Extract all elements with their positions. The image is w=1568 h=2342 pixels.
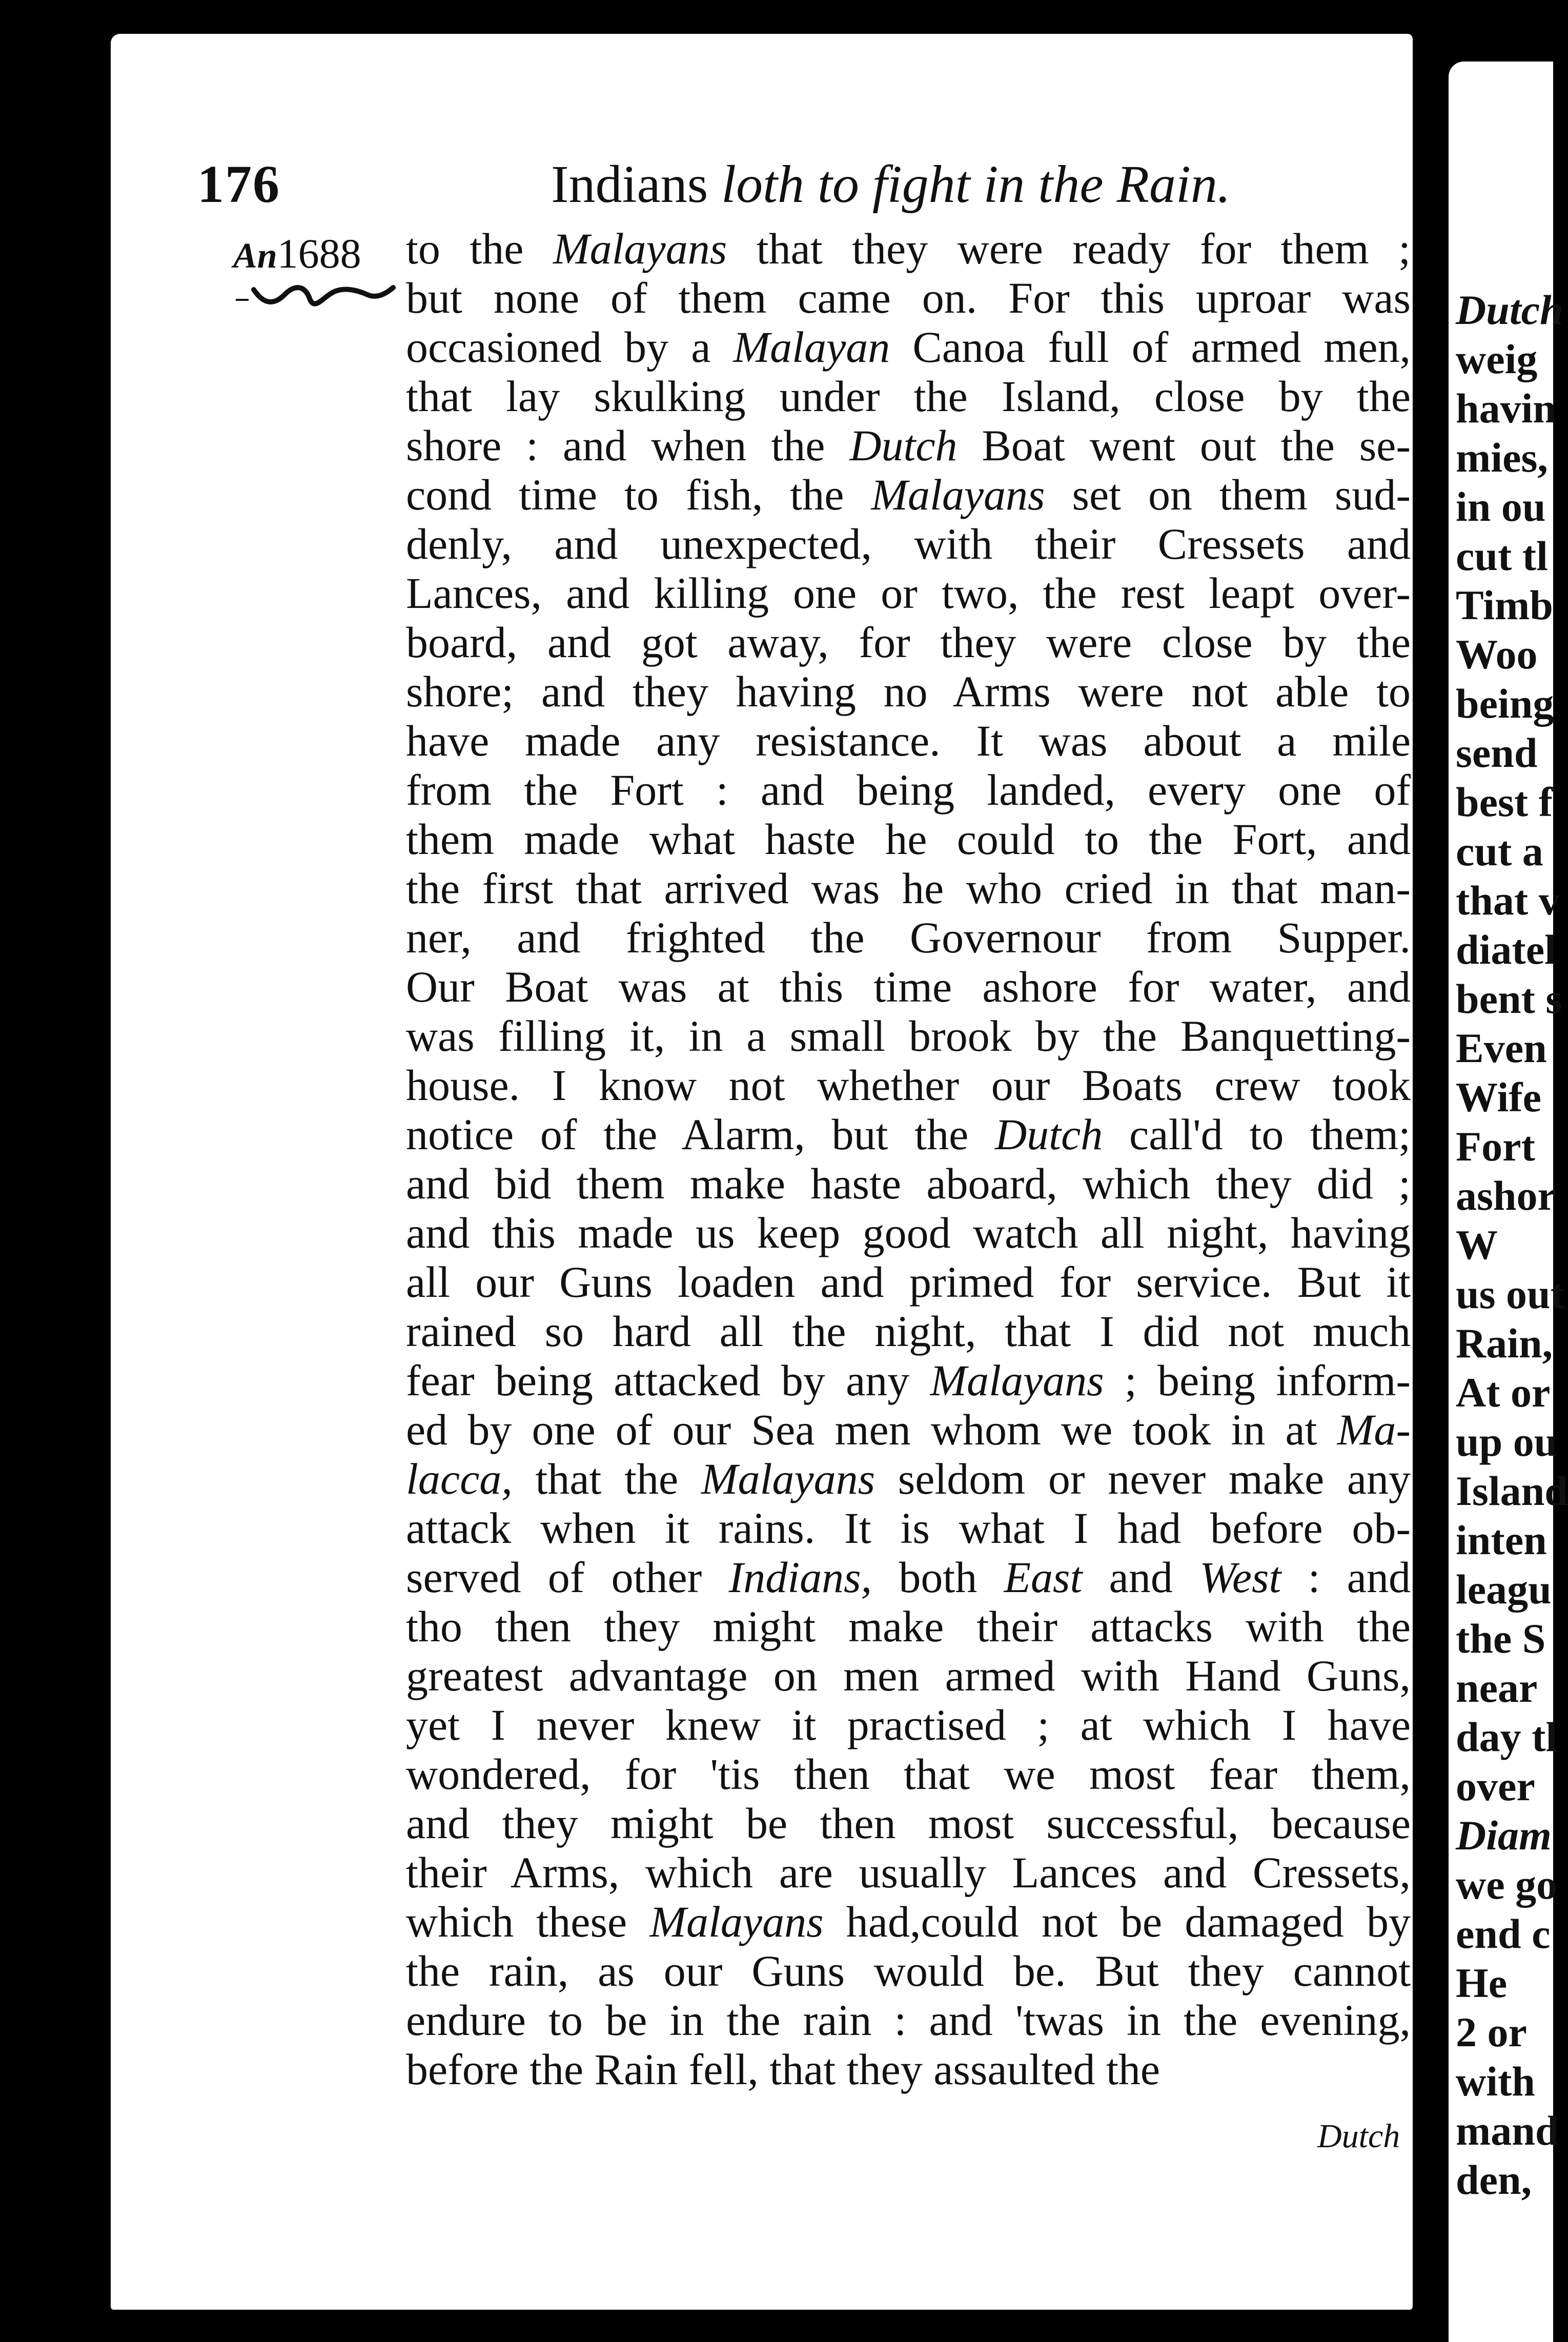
text-line-segment: attack when it rains. It is what I had before ob- [406, 1503, 1411, 1553]
text-line [406, 1749, 1411, 1799]
text-line [406, 1897, 1411, 1946]
adjacent-text-fragment-segment: Woo [1456, 631, 1538, 678]
flourish-ornament [233, 279, 397, 315]
text-line-segment: fear being attacked by any [406, 1356, 930, 1405]
adjacent-text-fragment [1456, 630, 1553, 679]
text-line-segment: served of other [406, 1553, 729, 1602]
adjacent-text-fragment-segment: cut a [1456, 828, 1543, 874]
text-line-segment: notice of the Alarm, but the [406, 1110, 995, 1159]
text-line [406, 1159, 1411, 1208]
adjacent-text-fragment-segment: W [1456, 1221, 1498, 1268]
text-line [406, 765, 1411, 814]
adjacent-text-fragment-segment: den, [1456, 2156, 1532, 2203]
text-line [406, 1651, 1411, 1700]
adjacent-text-fragment-segment: Timb [1456, 582, 1553, 628]
text-line [406, 1553, 1411, 1602]
text-line [406, 1061, 1411, 1110]
running-head-title-italic: loth to fight in the Rain. [721, 155, 1231, 214]
text-line [406, 1799, 1411, 1848]
adjacent-text-fragment-segment: havin [1456, 385, 1556, 432]
text-line-segment: Dutch [995, 1110, 1103, 1159]
adjacent-text-fragment-segment: end c [1456, 1910, 1551, 1957]
adjacent-text-fragment [1456, 974, 1562, 1024]
adjacent-text-fragment [1456, 1516, 1553, 1565]
adjacent-text-fragment-segment: ashor [1456, 1172, 1556, 1219]
adjacent-text-fragment-segment: the S [1456, 1615, 1546, 1662]
text-line-segment: that lay skulking under the Island, close by the [406, 372, 1411, 421]
adjacent-text-fragment [1456, 286, 1563, 335]
adjacent-text-fragment [1456, 433, 1553, 482]
text-line [406, 864, 1411, 913]
adjacent-text-fragment-segment: send [1456, 729, 1538, 776]
adjacent-text-fragment-segment: mies, [1456, 434, 1548, 481]
adjacent-text-fragment [1456, 1171, 1556, 1220]
adjacent-text-fragment-segment: Dutch [1456, 287, 1563, 333]
adjacent-text-fragment [1456, 384, 1556, 433]
text-line [406, 1011, 1411, 1061]
adjacent-text-fragment-segment: best f [1456, 779, 1553, 825]
text-line-segment: Ma- [1337, 1405, 1411, 1454]
text-line [406, 1848, 1411, 1897]
text-line-segment: Boat went out the se- [957, 421, 1411, 470]
adjacent-text-fragment-segment: that v [1456, 877, 1560, 924]
margin-note-prefix: An [233, 236, 277, 276]
text-line-segment: Malayans [871, 470, 1045, 519]
text-line-segment: Lances, and killing one or two, the rest leapt over- [406, 568, 1411, 618]
adjacent-text-fragment [1456, 1368, 1553, 1417]
text-line-segment: which these [406, 1897, 650, 1946]
text-line [406, 372, 1411, 421]
running-head-title-prefix: Indians [551, 155, 708, 214]
text-line-segment: endure to be in the rain : and 'twas in the evening, [406, 1995, 1411, 2045]
text-line-segment: have made any resistance. It was about a mile [406, 716, 1411, 765]
text-line-segment: Malayans [649, 1897, 824, 1946]
text-line [406, 1405, 1411, 1454]
text-line [406, 1454, 1411, 1503]
adjacent-text-fragment [1456, 679, 1553, 728]
adjacent-text-fragment [1456, 827, 1553, 876]
adjacent-text-fragment-segment: diatel [1456, 926, 1556, 973]
adjacent-text-fragment [1456, 876, 1560, 925]
adjacent-text-fragment-segment: 2 or [1456, 2009, 1527, 2055]
text-line [406, 1946, 1411, 1995]
adjacent-text-fragment [1456, 532, 1553, 581]
text-line-segment: shore; and they having no Arms were not able to [406, 667, 1411, 716]
adjacent-text-fragment [1456, 1073, 1553, 1122]
adjacent-text-fragment [1456, 1959, 1553, 2008]
adjacent-text-fragment [1456, 1762, 1553, 1811]
text-line-segment: ; being inform- [1104, 1356, 1411, 1405]
text-line-segment: denly, and unexpected, with their Cressets and [406, 519, 1411, 568]
adjacent-text-fragment-segment: Even [1456, 1025, 1547, 1071]
adjacent-text-fragment-segment: Fort [1456, 1123, 1535, 1170]
adjacent-text-fragment [1456, 335, 1553, 384]
text-line [406, 1602, 1411, 1651]
adjacent-text-fragment [1456, 1565, 1553, 1614]
text-line [406, 1995, 1411, 2045]
text-line [406, 962, 1411, 1011]
adjacent-text-fragment-segment: Diam [1456, 1812, 1552, 1859]
adjacent-text-fragment-segment: Wife [1456, 1074, 1542, 1121]
adjacent-text-fragment [1456, 1713, 1558, 1762]
adjacent-text-fragment [1456, 778, 1553, 827]
text-line [406, 470, 1411, 519]
text-line-segment: Malayans [701, 1454, 875, 1503]
text-line [406, 1503, 1411, 1553]
adjacent-text-fragment-segment: At or [1456, 1369, 1551, 1416]
body-text [406, 224, 1411, 2094]
adjacent-text-fragment-segment: day tl [1456, 1714, 1558, 1760]
adjacent-text-fragment-segment: Rain, [1456, 1320, 1553, 1367]
text-line-segment: tho then they might make their attacks with the [406, 1602, 1411, 1651]
adjacent-text-fragment-segment: weig [1456, 336, 1538, 382]
text-line-segment: : and [1281, 1553, 1411, 1602]
adjacent-text-fragment [1456, 1417, 1558, 1467]
adjacent-text-fragment [1456, 1909, 1553, 1959]
text-line [406, 913, 1411, 962]
adjacent-text-fragment-segment: in ou [1456, 483, 1546, 530]
text-line-segment: seldom or never make any [875, 1454, 1411, 1503]
text-line [406, 2045, 1411, 2094]
text-line-segment: shore : and when the [406, 421, 850, 470]
text-line [406, 814, 1411, 864]
text-line-segment: before the Rain fell, that they assaulted the [406, 2045, 1160, 2094]
text-line-segment: was filling it, in a small brook by the Banquetting- [406, 1011, 1411, 1061]
text-line [406, 667, 1411, 716]
text-line [406, 1356, 1411, 1405]
text-line-segment: all our Guns loaden and primed for service. But it [406, 1257, 1411, 1307]
text-line-segment: lacca, [406, 1454, 513, 1503]
text-line [406, 322, 1411, 372]
text-line-segment: and [1082, 1553, 1200, 1602]
text-line-segment: Dutch [849, 421, 958, 470]
adjacent-text-fragment [1456, 1860, 1558, 1909]
text-line-segment: greatest advantage on men armed with Hand Guns, [406, 1651, 1411, 1700]
catchword: Dutch [1317, 2117, 1400, 2155]
adjacent-text-fragment [1456, 1614, 1553, 1663]
adjacent-text-fragment-segment: with [1456, 2058, 1535, 2105]
text-line [406, 519, 1411, 568]
text-line [406, 1700, 1411, 1749]
adjacent-text-fragment [1456, 1220, 1553, 1270]
text-line-segment: Malayan [733, 322, 890, 372]
text-line [406, 273, 1411, 322]
text-line [406, 1257, 1411, 1307]
page-gutter [1413, 0, 1449, 2342]
adjacent-text-fragment [1456, 2106, 1559, 2155]
adjacent-text-fragment [1456, 1270, 1564, 1319]
text-line [406, 1208, 1411, 1257]
adjacent-text-fragment [1456, 482, 1553, 532]
adjacent-text-fragment [1456, 1663, 1553, 1713]
text-line-segment: rained so hard all the night, that I did not much [406, 1307, 1411, 1356]
adjacent-text-fragment [1456, 2008, 1553, 2057]
text-line-segment: call'd to them; [1103, 1110, 1411, 1159]
text-line-segment: cond time to fish, the [406, 470, 871, 519]
text-line [406, 568, 1411, 618]
adjacent-text-fragment-segment: up ou [1456, 1418, 1558, 1465]
adjacent-text-fragment [1456, 925, 1556, 974]
text-line-segment: their Arms, which are usually Lances and Cressets, [406, 1848, 1411, 1897]
text-line [406, 618, 1411, 667]
adjacent-text-fragment-segment: inten [1456, 1517, 1547, 1563]
text-line-segment: board, and got away, for they were close by the [406, 618, 1411, 667]
adjacent-text-fragment [1456, 581, 1553, 630]
text-line-segment: ner, and frighted the Governour from Supper. [406, 913, 1411, 962]
text-line-segment: Malayans [553, 224, 727, 273]
adjacent-text-fragment-segment: He [1456, 1960, 1508, 2006]
adjacent-text-fragment-segment: bent s [1456, 975, 1562, 1022]
text-line [406, 1307, 1411, 1356]
text-line-segment: set on them sud- [1045, 470, 1411, 519]
margin-year-note [233, 230, 361, 278]
text-line-segment: East [1004, 1553, 1083, 1602]
adjacent-page-text [1456, 286, 1568, 2205]
adjacent-text-fragment [1456, 728, 1553, 778]
adjacent-text-fragment-segment: Island [1456, 1468, 1568, 1514]
text-line-segment: the rain, as our Guns would be. But they cannot [406, 1946, 1411, 1995]
text-line-segment: that they were ready for them ; [727, 224, 1411, 273]
adjacent-page [1449, 62, 1568, 2342]
text-line-segment: house. I know not whether our Boats crew took [406, 1061, 1411, 1110]
adjacent-text-fragment [1456, 1024, 1553, 1073]
text-line-segment: but none of them came on. For this uproar was [406, 273, 1411, 322]
adjacent-text-fragment-segment: we go [1456, 1861, 1558, 1908]
adjacent-text-fragment-segment: cut tl [1456, 533, 1548, 579]
running-head [197, 154, 1412, 226]
text-line-segment: and bid them make haste aboard, which they did ; [406, 1159, 1411, 1208]
text-line-segment: wondered, for 'tis then that we most fear them, [406, 1749, 1411, 1799]
text-line-segment: had,could not be damaged by [823, 1897, 1411, 1946]
adjacent-text-fragment [1456, 2155, 1553, 2205]
text-line-segment: from the Fort : and being landed, every one of [406, 765, 1411, 814]
text-line [406, 716, 1411, 765]
adjacent-text-fragment [1456, 2057, 1553, 2106]
adjacent-text-fragment [1456, 1811, 1553, 1860]
text-line [406, 1110, 1411, 1159]
text-line-segment: them made what haste he could to the Fort, and [406, 814, 1411, 864]
text-line [406, 421, 1411, 470]
text-line-segment: Canoa full of armed men, [890, 322, 1411, 372]
text-line-segment: Our Boat was at this time ashore for water, and [406, 962, 1411, 1011]
running-head-title [551, 154, 1231, 215]
adjacent-text-fragment-segment: us out [1456, 1271, 1564, 1317]
adjacent-text-fragment-segment: leagu [1456, 1566, 1552, 1613]
page-number: 176 [197, 155, 280, 214]
text-line-segment: yet I never knew it practised ; at which I have [406, 1700, 1411, 1749]
text-line-segment: Indians, [728, 1553, 872, 1602]
text-line-segment: both [872, 1553, 1004, 1602]
text-line-segment: the first that arrived was he who cried in that man- [406, 864, 1411, 913]
text-line-segment: occasioned by a [406, 322, 734, 372]
adjacent-text-fragment-segment: near [1456, 1664, 1538, 1711]
text-line-segment: that the [512, 1454, 701, 1503]
text-line-segment: and this made us keep good watch all night, having [406, 1208, 1411, 1257]
adjacent-text-fragment-segment: being [1456, 680, 1554, 727]
text-line-segment: and they might be then most successful, because [406, 1799, 1411, 1848]
adjacent-text-fragment [1456, 1122, 1553, 1171]
adjacent-text-fragment [1456, 1467, 1568, 1516]
adjacent-text-fragment-segment: mand [1456, 2107, 1559, 2154]
text-line-segment: to the [406, 224, 553, 273]
adjacent-text-fragment [1456, 1319, 1553, 1368]
adjacent-text-fragment-segment: over [1456, 1763, 1535, 1809]
text-line-segment: Malayans [930, 1356, 1104, 1405]
text-line-segment: ed by one of our Sea men whom we took in at [406, 1405, 1337, 1454]
text-line [406, 224, 1411, 273]
margin-note-year: 1688 [277, 230, 361, 277]
text-line-segment: West [1199, 1553, 1281, 1602]
